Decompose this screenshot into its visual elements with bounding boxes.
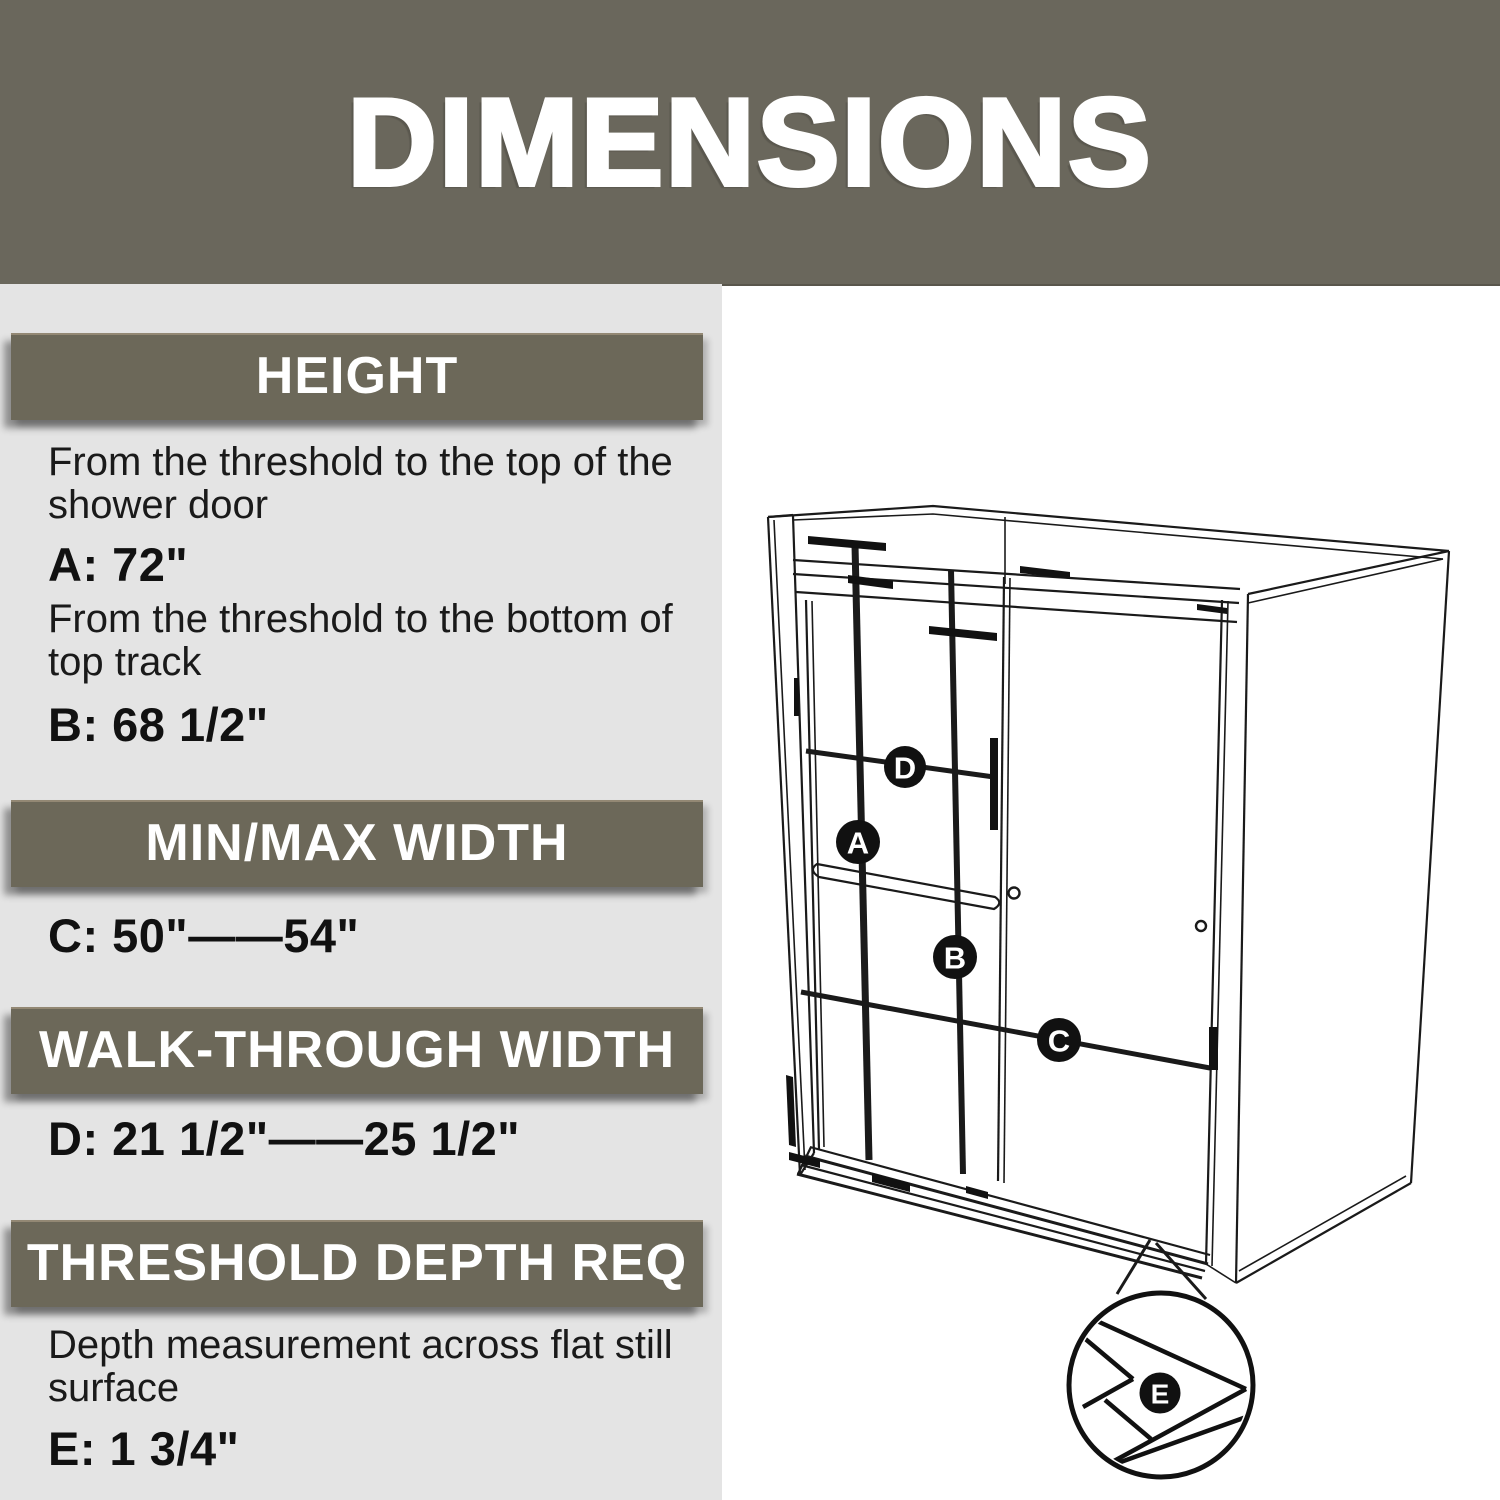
height-a-description-line1: From the threshold to the top of the — [48, 440, 673, 484]
threshold-depth-description — [48, 1324, 673, 1410]
minmax-width-c-value: C: 50"——54" — [48, 909, 360, 962]
title-banner — [0, 0, 1500, 286]
height-a-value: A: 72" — [48, 538, 189, 591]
towel-bar-mount-screw — [1009, 888, 1020, 899]
label-b: B — [943, 940, 967, 976]
threshold-depth-e-value: E: 1 3/4" — [48, 1422, 240, 1475]
section-header-threshold-depth-label: THRESHOLD DEPTH REQ — [26, 1234, 688, 1292]
height-b-description-line2: top track — [48, 640, 202, 684]
shower-door-diagram — [740, 420, 1500, 1500]
height-b-description — [48, 598, 673, 684]
label-c: C — [1047, 1023, 1071, 1059]
label-d: D — [893, 750, 917, 786]
height-b-value: B: 68 1/2" — [48, 698, 269, 751]
top-track — [793, 560, 1240, 622]
measure-line-b — [951, 570, 963, 1174]
label-e: E — [1150, 1378, 1170, 1410]
section-header-threshold-depth — [11, 1220, 703, 1307]
walkthrough-width-d-value: D: 21 1/2"——25 1/2" — [48, 1112, 521, 1165]
section-header-height-label: HEIGHT — [255, 347, 459, 405]
threshold-depth-description-line1: Depth measurement across flat still — [48, 1323, 673, 1367]
label-a: A — [846, 825, 870, 861]
section-header-walkthrough-width — [11, 1007, 703, 1094]
height-b-description-line1: From the threshold to the bottom of — [48, 597, 673, 641]
enclosure-outline — [768, 506, 1449, 1283]
section-header-walkthrough-width-label: WALK-THROUGH WIDTH — [38, 1021, 676, 1079]
section-header-minmax-width-label: MIN/MAX WIDTH — [145, 814, 569, 872]
door-panels — [806, 545, 1010, 1183]
height-a-description-line2: shower door — [48, 483, 269, 527]
section-header-minmax-width — [11, 800, 703, 887]
panel-screw — [1196, 921, 1206, 931]
height-a-description — [48, 441, 673, 527]
page-title: DIMENSIONS — [347, 74, 1153, 212]
threshold-depth-description-line2: surface — [48, 1366, 180, 1410]
section-header-height — [11, 333, 703, 420]
specs-panel — [0, 284, 722, 1500]
towel-bar-handle — [813, 864, 1020, 909]
